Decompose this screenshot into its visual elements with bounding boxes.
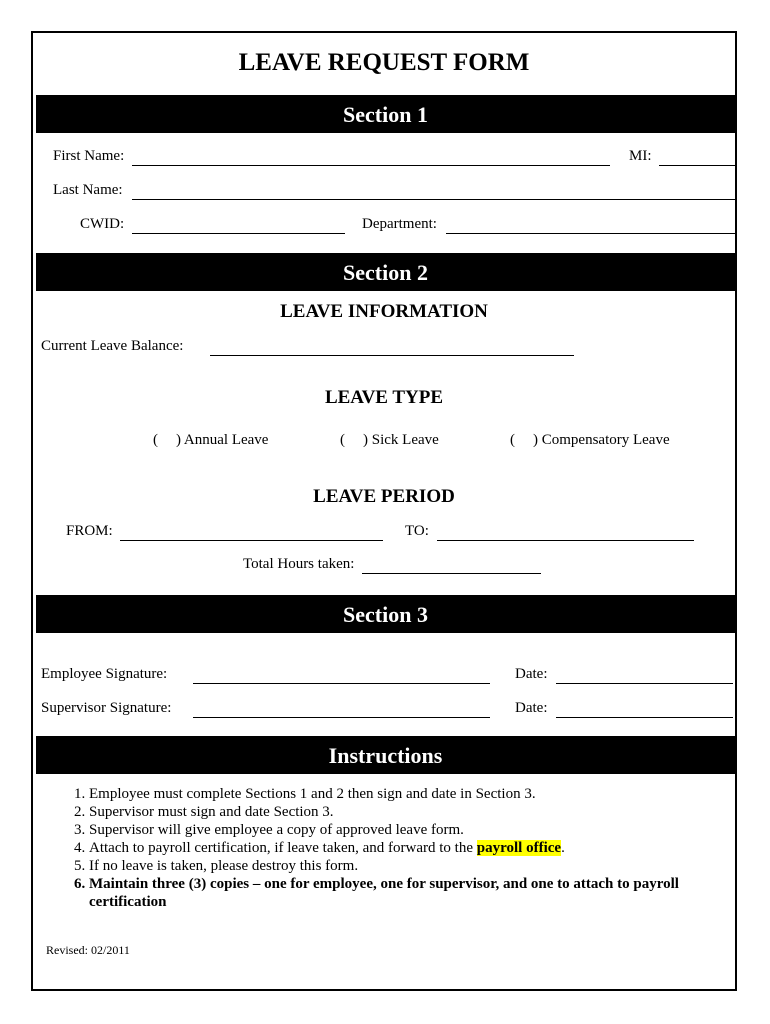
- sick-leave-label: ) Sick Leave: [363, 432, 439, 448]
- to-field[interactable]: [437, 540, 694, 541]
- section-3-header: Section 3: [36, 595, 735, 633]
- to-label: TO:: [405, 523, 429, 539]
- total-hours-field[interactable]: [362, 573, 541, 574]
- leave-information-heading: LEAVE INFORMATION: [280, 301, 488, 322]
- annual-leave-option[interactable]: [153, 432, 268, 449]
- mi-field[interactable]: [659, 165, 737, 166]
- annual-leave-open-paren: (: [153, 432, 158, 448]
- total-hours-label: Total Hours taken:: [243, 556, 355, 572]
- compensatory-leave-open-paren: (: [510, 432, 515, 448]
- department-field[interactable]: [446, 233, 737, 234]
- supervisor-date-label: Date:: [515, 700, 548, 716]
- instruction-item-4-text: Attach to payroll certification, if leave taken, and forward to the: [89, 840, 474, 856]
- instructions-header: Instructions: [36, 736, 735, 774]
- annual-leave-label: ) Annual Leave: [176, 432, 269, 448]
- form-title: LEAVE REQUEST FORM: [238, 49, 530, 76]
- supervisor-signature-field[interactable]: [193, 717, 490, 718]
- last-name-field[interactable]: [132, 199, 737, 200]
- supervisor-date-field[interactable]: [556, 717, 733, 718]
- instruction-item-2: 2. Supervisor must sign and date Section 3.: [89, 803, 729, 821]
- instruction-item-6: 6. Maintain three (3) copies – one for employee, one for supervisor, and one to attach to payroll certification: [89, 875, 729, 911]
- employee-signature-field[interactable]: [193, 683, 490, 684]
- leave-period-heading: LEAVE PERIOD: [313, 486, 455, 507]
- compensatory-leave-option[interactable]: [510, 432, 670, 449]
- instructions-list: [49, 785, 729, 911]
- compensatory-leave-label: ) Compensatory Leave: [533, 432, 670, 448]
- section-1-header: Section 1: [36, 95, 735, 133]
- section-2-header: Section 2: [36, 253, 735, 291]
- instruction-item-5: 5. If no leave is taken, please destroy this form.: [89, 857, 729, 875]
- first-name-label: First Name:: [53, 148, 125, 164]
- supervisor-signature-label: Supervisor Signature:: [41, 700, 172, 716]
- first-name-field[interactable]: [132, 165, 610, 166]
- cwid-label: CWID:: [80, 216, 125, 232]
- leave-type-heading: LEAVE TYPE: [324, 387, 444, 408]
- last-name-label: Last Name:: [53, 182, 123, 198]
- from-label: FROM:: [66, 523, 113, 539]
- current-leave-balance-label: Current Leave Balance:: [41, 338, 184, 354]
- instruction-item-1: 1. Employee must complete Sections 1 and 2 then sign and date in Section 3.: [89, 785, 729, 803]
- instruction-item-4: [89, 839, 729, 857]
- employee-date-field[interactable]: [556, 683, 733, 684]
- employee-signature-label: Employee Signature:: [41, 666, 168, 682]
- current-leave-balance-field[interactable]: [210, 355, 574, 356]
- mi-label: MI:: [629, 148, 652, 164]
- from-field[interactable]: [120, 540, 383, 541]
- cwid-field[interactable]: [132, 233, 345, 234]
- instruction-item-4-suffix: .: [561, 840, 565, 856]
- department-label: Department:: [362, 216, 437, 232]
- instruction-item-3: 3. Supervisor will give employee a copy of approved leave form.: [89, 821, 729, 839]
- sick-leave-option[interactable]: [340, 432, 439, 449]
- leave-request-form: [31, 31, 737, 991]
- sick-leave-open-paren: (: [340, 432, 345, 448]
- payroll-office-highlight: payroll office: [476, 840, 562, 856]
- employee-date-label: Date:: [515, 666, 548, 682]
- revised-date: Revised: 02/2011: [46, 943, 130, 957]
